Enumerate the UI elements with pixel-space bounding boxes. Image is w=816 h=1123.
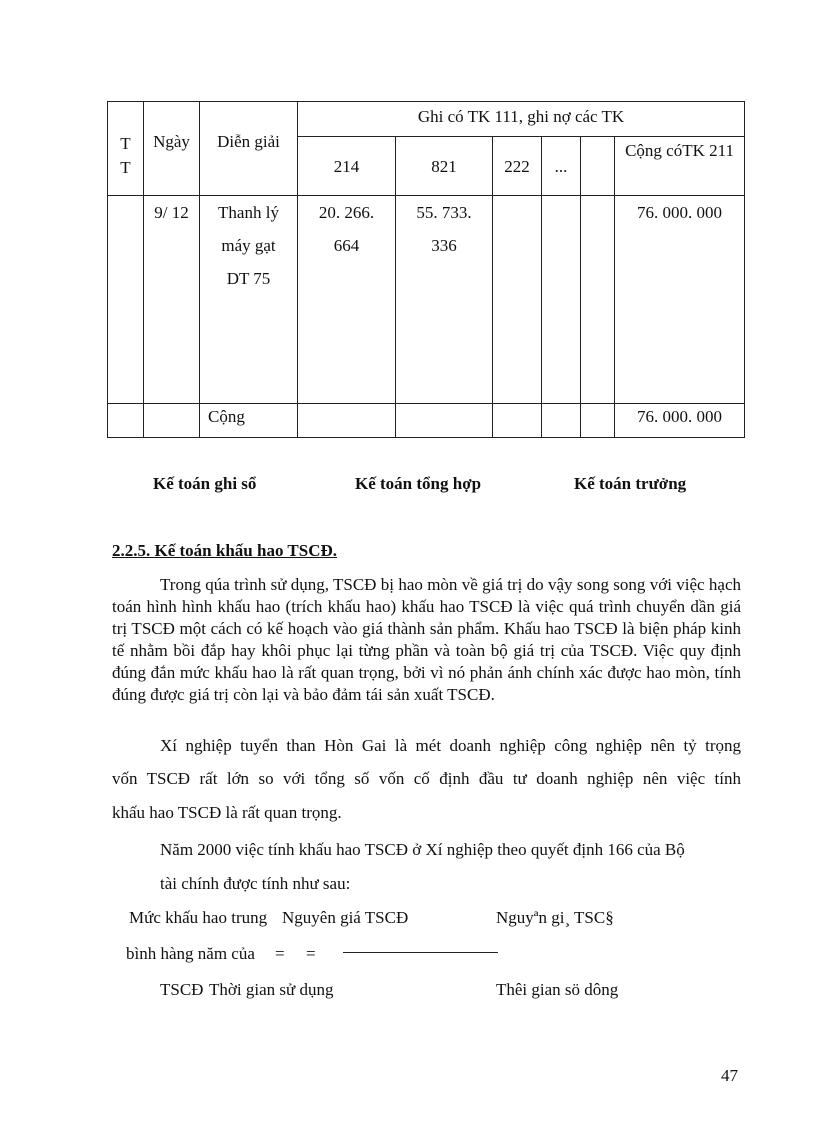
header-214: 214 (298, 137, 396, 196)
header-dien-giai: Diễn giải (200, 102, 298, 196)
section-heading: 2.2.5. Kế toán khấu hao TSCĐ. (112, 541, 337, 560)
total-dots (542, 404, 581, 438)
total-label: Cộng (200, 404, 298, 438)
ledger-table (107, 101, 745, 438)
paragraph-xi-nghiep-line-3: khấu hao TSCĐ là rất quan trọng. (112, 803, 342, 822)
header-821: 821 (396, 137, 493, 196)
page-number: 47 (721, 1066, 738, 1085)
header-empty (581, 137, 615, 196)
row-dien-giai: Thanh lý máy gạt DT 75 (200, 196, 298, 404)
header-222: 222 (493, 137, 542, 196)
paragraph-xi-nghiep-line-2: vốn TSCĐ rất lớn so với tổng số vốn cố định đầu tư doanh nghiệp nên việc tính (112, 769, 741, 788)
signature-ke-toan-truong: Kế toán trưởng (574, 474, 687, 493)
formula-label-line-3: TSCĐ (160, 980, 204, 999)
total-821 (396, 404, 493, 438)
total-222 (493, 404, 542, 438)
total-214 (298, 404, 396, 438)
formula-numerator: Nguyên giá TSCĐ (282, 908, 409, 927)
formula-denominator: Thời gian sử dụng (209, 980, 334, 999)
total-ngay (144, 404, 200, 438)
paragraph-xi-nghiep-line-1: Xí nghiệp tuyển than Hòn Gai là mét doanh nghiệp công nghiệp nên tỷ trọng (160, 736, 741, 755)
signature-ke-toan-ghi-so: Kế toán ghi sổ (153, 474, 257, 493)
header-cong-co-tk-211: Cộng cóTK 211 (615, 137, 745, 196)
paragraph-hao-mon: Trong qúa trình sử dụng, TSCĐ bị hao mòn về giá trị do vậy song song với việc hạch toán hình hình khấu hao (trích khấu hao) khấu hao TSCĐ là việc quá trình chuyển dần giá trị TSCĐ một cách có kế hoạch vào giá thành sản phẩm. Khấu hao TSCĐ là biện pháp kinh tế nhằm bồi đắp hay khôi phục lại từng phần và toàn bộ giá trị của TSCĐ. Việc quy định đúng đắn mức khấu hao là rất quan trọng, bởi vì nó phản ánh chính xác được hao mòn, tính đúng được giá trị còn lại và bảo đảm tái sản xuất TSCĐ. (112, 575, 741, 704)
total-tt (108, 404, 144, 438)
row-ngay: 9/ 12 (144, 196, 200, 404)
fraction-line (343, 952, 498, 953)
header-group: Ghi có TK 111, ghi nợ các TK (298, 102, 745, 137)
row-821: 55. 733. 336 (396, 196, 493, 404)
paragraph-nam-2000-line-2: tài chính được tính như sau: (160, 874, 351, 893)
header-tt: T T (108, 102, 144, 196)
row-222 (493, 196, 542, 404)
formula-label-line-1: Mức khấu hao trung (129, 908, 268, 927)
header-dots: ... (542, 137, 581, 196)
row-tt (108, 196, 144, 404)
row-214: 20. 266. 664 (298, 196, 396, 404)
formula-label-line-2: bình hàng năm của (126, 944, 255, 963)
signature-ke-toan-tong-hop: Kế toán tổng hợp (355, 474, 482, 493)
formula-numerator-garbled: Nguyªn gi¸ TSC§ (496, 908, 614, 927)
paragraph-nam-2000-line-1: Năm 2000 việc tính khấu hao TSCĐ ở Xí nghiệp theo quyết định 166 của Bộ (160, 840, 685, 859)
row-cong: 76. 000. 000 (615, 196, 745, 404)
formula-equals-1: = (275, 944, 285, 963)
total-empty (581, 404, 615, 438)
formula-equals-2: = (306, 944, 316, 963)
total-cong: 76. 000. 000 (615, 404, 745, 438)
row-dots (542, 196, 581, 404)
row-empty (581, 196, 615, 404)
header-ngay: Ngày (144, 102, 200, 196)
formula-denominator-garbled: Thêi gian sö dông (496, 980, 619, 999)
